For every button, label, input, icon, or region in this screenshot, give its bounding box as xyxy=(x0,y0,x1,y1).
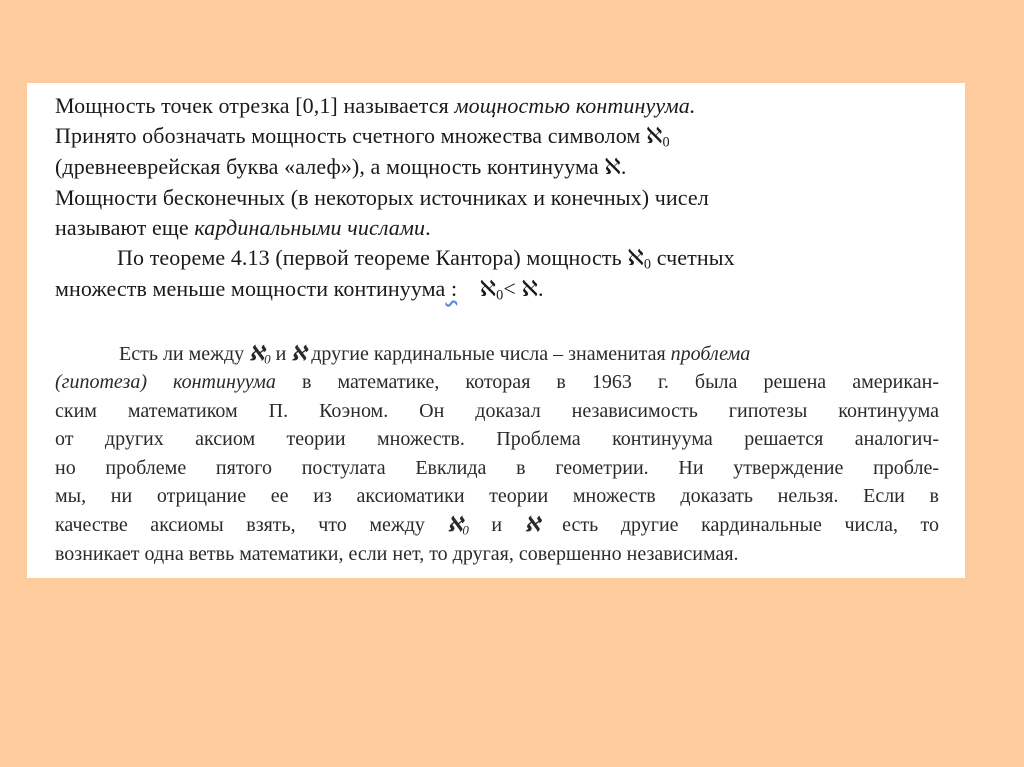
text-run: и xyxy=(270,343,292,365)
text-line xyxy=(55,510,939,539)
text-line xyxy=(55,540,939,568)
text-run: Есть ли между xyxy=(119,343,250,365)
text-run: . xyxy=(425,215,431,240)
text-run: называют еще xyxy=(55,215,195,240)
gap xyxy=(457,276,479,301)
aleph-symbol: ℵ xyxy=(521,277,539,302)
text-run: мы, ни отрицание ее из аксиоматики теории множеств доказать нельзя. Если в xyxy=(55,485,939,508)
text-line xyxy=(55,152,955,183)
quote-text-block xyxy=(55,339,939,568)
text-run: . xyxy=(538,276,544,301)
text-line xyxy=(55,454,939,482)
italic-term: проблема xyxy=(670,343,751,365)
aleph-symbol: ℵ xyxy=(291,341,307,365)
text-run: По теореме 4.13 (первой теореме Кантора) мощность xyxy=(117,245,628,270)
text-run: ским математиком П. Коэном. Он доказал независимость гипотезы континуума xyxy=(55,399,939,422)
italic-term: мощностью континуума. xyxy=(454,93,696,118)
subscript: 0 xyxy=(662,134,670,151)
scanned-text-page xyxy=(27,83,965,578)
text-run: от других аксиом теории множеств. Проблема континуума решается аналогич- xyxy=(55,428,939,451)
subscript: 0 xyxy=(264,351,271,367)
text-line xyxy=(55,243,955,274)
aleph-symbol: ℵ xyxy=(646,124,663,149)
text-line xyxy=(55,91,955,121)
text-line xyxy=(55,121,955,152)
italic-term: кардинальными числами xyxy=(194,215,426,240)
text-line xyxy=(55,425,939,453)
text-line xyxy=(55,397,939,425)
text-line xyxy=(55,183,955,213)
text-run: другие кардинальные числа – знаменитая xyxy=(306,343,671,365)
text-run: возникает одна ветвь математики, если нет, то другая, совершенно независимая. xyxy=(55,542,739,565)
aleph-symbol: ℵ xyxy=(627,246,644,271)
text-run: Мощность точек отрезка [0,1] называется xyxy=(55,93,455,118)
text-run: в математике, которая в 1963 г. была решена американ- xyxy=(275,371,939,394)
text-run: Мощности бесконечных (в некоторых источниках и конечных) чисел xyxy=(55,185,709,210)
aleph-symbol: ℵ xyxy=(604,155,621,180)
text-line xyxy=(55,274,955,305)
subscript: 0 xyxy=(496,287,504,304)
text-run: счетных xyxy=(651,245,735,270)
aleph-symbol: ℵ xyxy=(249,341,265,365)
text-run: Принято обозначать мощность счетного множества символом xyxy=(55,123,647,148)
subscript: 0 xyxy=(462,522,469,538)
aleph-symbol: ℵ xyxy=(479,277,497,302)
text-run: множеств меньше мощности континуума xyxy=(55,276,446,301)
subscript: 0 xyxy=(643,256,652,273)
aleph-symbol: ℵ xyxy=(447,512,463,537)
spellcheck-mark: : xyxy=(445,276,458,301)
text-run: (древнееврейская буква «алеф»), а мощность континуума xyxy=(55,154,605,179)
aleph-symbol: ℵ xyxy=(524,512,540,537)
text-run: но проблеме пятого постулата Евклида в геометрии. Ни утверждение пробле- xyxy=(55,456,939,479)
main-text-block xyxy=(55,91,955,305)
text-line xyxy=(55,213,955,243)
text-line xyxy=(55,339,939,368)
text-run: качестве аксиомы взять, что между xyxy=(55,514,448,537)
text-run: и xyxy=(468,514,525,537)
text-run: . xyxy=(620,154,627,179)
text-run: < xyxy=(503,276,522,301)
text-line xyxy=(55,368,939,396)
text-line xyxy=(55,482,939,510)
italic-term: (гипотеза) континуума xyxy=(55,371,276,394)
text-run: есть другие кардинальные числа, то xyxy=(539,514,940,537)
